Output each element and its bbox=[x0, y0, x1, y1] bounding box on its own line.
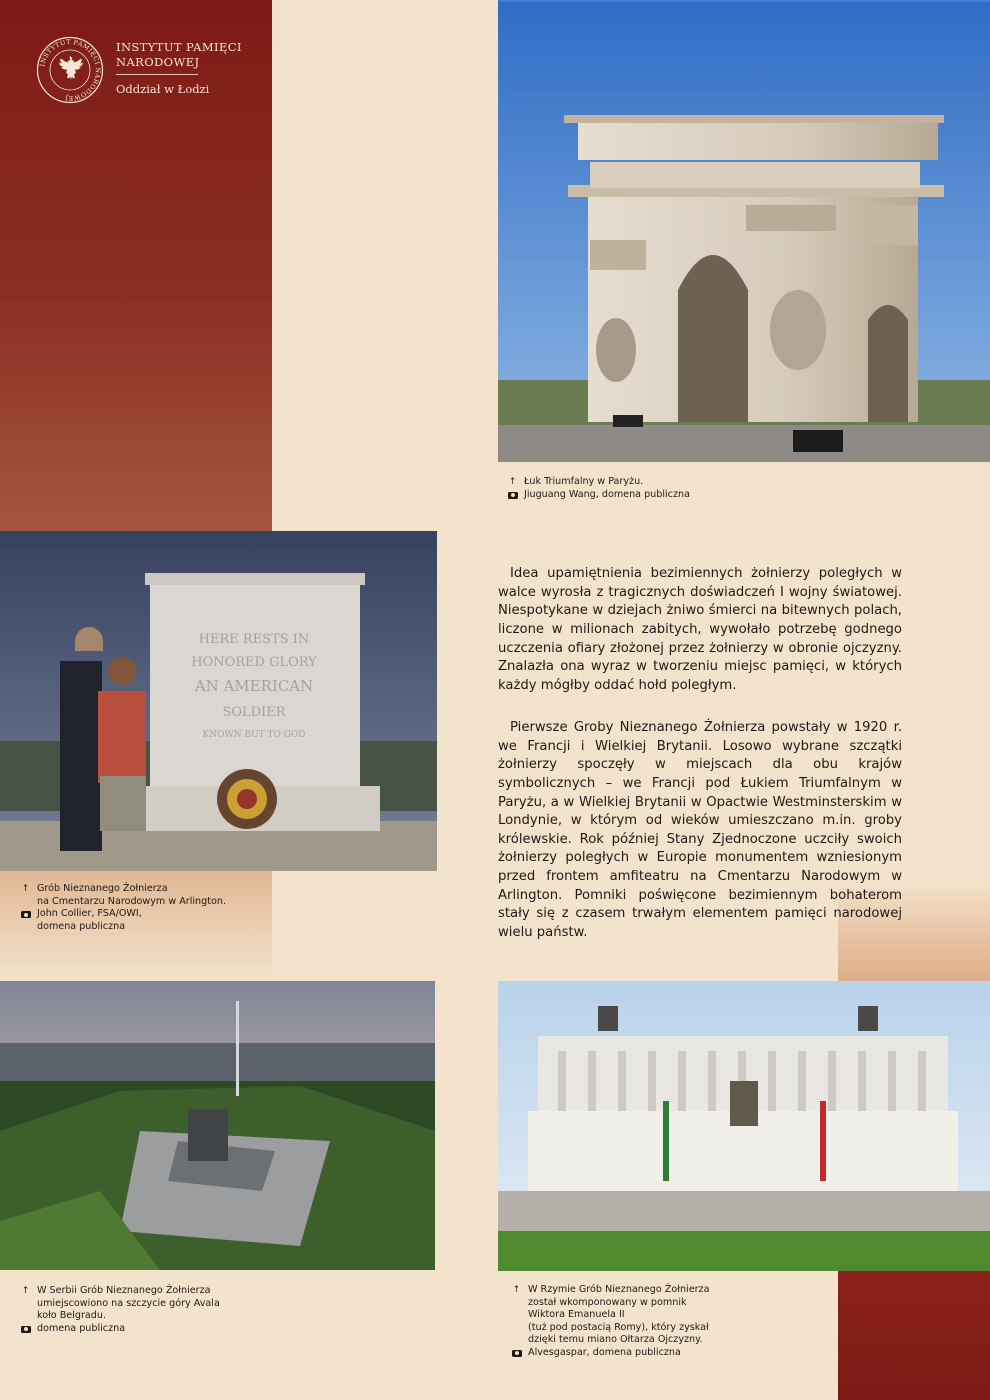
photo-avala-monument bbox=[0, 981, 435, 1270]
photo-credit: domena publiczna bbox=[37, 1322, 126, 1334]
ipn-seal-logo bbox=[36, 36, 104, 104]
arrow-up-icon: ↑ bbox=[508, 477, 517, 487]
caption-text-line: dzięki temu miano Ołtarza Ojczyzny. bbox=[528, 1334, 703, 1345]
caption-text-line: na Cmentarzu Narodowym w Arlington. bbox=[37, 895, 226, 907]
caption-text-line: koło Belgradu. bbox=[37, 1310, 107, 1321]
caption-arlington bbox=[20, 883, 260, 933]
caption-text-line: W Rzymie Grób Nieznanego Żołnierza bbox=[528, 1284, 710, 1295]
org-name-line2: NARODOWEJ bbox=[116, 55, 200, 69]
inscription-line-3: AN AMERICAN bbox=[194, 677, 314, 695]
body-paragraph-2: Pierwsze Groby Nieznanego Żołnierza powstały w 1920 r. we Francji i Wielkiej Brytanii. Losowo wybrane szczątki żołnierzy spoczęły w miejscach dla obu krajów symbolicznych – we Francji pod Łukiem Triumfalnym w Paryżu, a w Wielkiej Brytanii w Opactwie Westminsterskim w Londynie, w którym od wieków umieszczano m.in. groby królewskie. Rok później Stany Zjednoczone uczciły swoich żołnierzy poległych w Europie monumentem wzniesionym przed frontem amfiteatru na Cmentarzu Narodowym w Arlington. Pomniki poświęcone bezimiennym bohaterom stały się z czasem trwałym elementem pamięci narodowej wielu państw. bbox=[498, 720, 902, 940]
arrow-up-icon: ↑ bbox=[21, 1286, 30, 1296]
photo-credit: Alvesgaspar, domena publiczna bbox=[528, 1346, 681, 1358]
caption-text-line: Wiktora Emanuela II bbox=[528, 1309, 625, 1320]
photo-credit-line: John Collier, FSA/OWI, bbox=[37, 908, 142, 919]
camera-icon bbox=[511, 1347, 522, 1362]
inscription-line-1: HERE RESTS IN bbox=[198, 632, 310, 647]
caption-rome bbox=[511, 1284, 811, 1361]
caption-text-line: Grób Nieznanego Żołnierza bbox=[37, 883, 168, 894]
body-paragraph-1: Idea upamiętnienia bezimiennych żołnierzy poległych w walce wyrosła z tragicznych doświadczeń I wojny światowej. Niespotykane w dziejach żniwo śmierci na bitewnych polach, liczone w milionach zabitych, wywołało potrzebę godnego uczczenia ofiary złożonej przez żołnierzy w obronie ojczyzny. Znalazła ona wyraz w tworzeniu miejsc pamięci, w których każdy mógłby oddać hołd poległym. bbox=[498, 566, 902, 693]
inscription-line-5: KNOWN BUT TO GOD bbox=[202, 730, 306, 740]
branch-name: Oddział w Łodzi bbox=[116, 82, 210, 96]
caption-text: Łuk Triumfalny w Paryżu. bbox=[524, 476, 644, 487]
eagle-icon bbox=[59, 56, 83, 80]
arrow-up-icon: ↑ bbox=[512, 1285, 521, 1295]
caption-text-line: został wkomponowany w pomnik bbox=[528, 1296, 687, 1308]
logo-divider bbox=[116, 74, 198, 75]
camera-icon bbox=[507, 489, 518, 504]
arrow-up-icon: ↑ bbox=[21, 884, 30, 894]
photo-credit-line: domena publiczna bbox=[37, 920, 126, 932]
photo-vittoriano-rome bbox=[498, 981, 990, 1271]
caption-text-line: W Serbii Grób Nieznanego Żołnierza bbox=[37, 1285, 211, 1296]
caption-text-line: (tuż pod postacią Romy), który zyskał bbox=[528, 1321, 709, 1333]
caption-arc-de-triomphe bbox=[507, 476, 807, 503]
camera-icon bbox=[20, 908, 31, 923]
photo-arc-de-triomphe bbox=[498, 0, 990, 462]
org-name-line1: INSTYTUT PAMIĘCI bbox=[116, 40, 242, 54]
seal-ring-text: INSTYTUT PAMIĘCI NARODOWEJ bbox=[38, 37, 103, 103]
caption-text-line: umiejscowiono na szczycie góry Avala bbox=[37, 1297, 220, 1309]
inscription-line-4: SOLDIER bbox=[222, 705, 286, 720]
photo-credit: Jiuguang Wang, domena publiczna bbox=[524, 488, 690, 500]
caption-avala bbox=[20, 1285, 260, 1337]
camera-icon bbox=[20, 1323, 31, 1338]
photo-arlington-tomb bbox=[0, 531, 437, 871]
inscription-line-2: HONORED GLORY bbox=[191, 655, 317, 670]
